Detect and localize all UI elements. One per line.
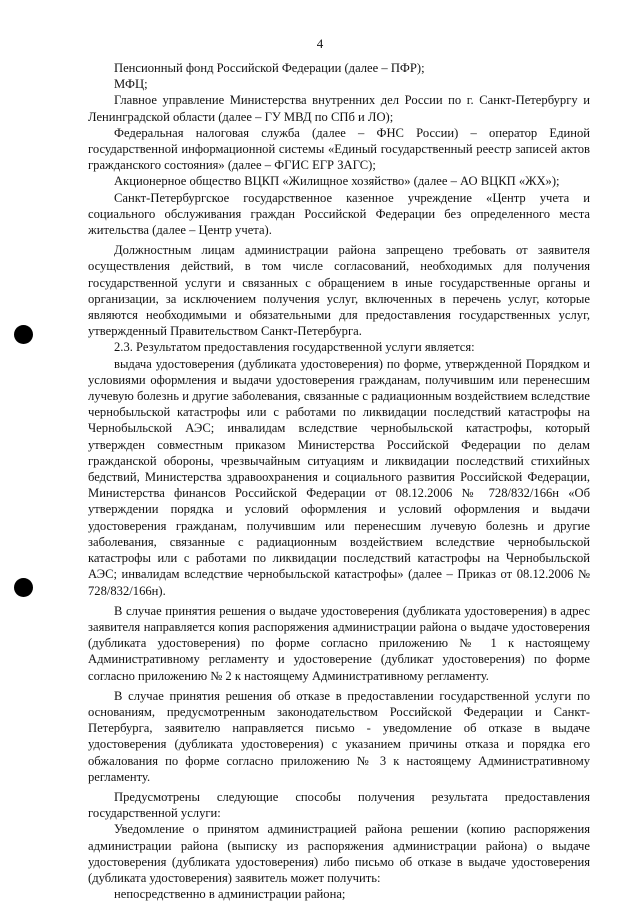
paragraph: Главное управление Министерства внутренних дел России по г. Санкт-Петербургу и Ленинградской области (далее – ГУ МВД по СПб и ЛО); <box>88 93 590 124</box>
paragraph: выдача удостоверения (дубликата удостоверения) по форме, утвержденной Порядком и условиями оформления и выдачи удостоверения гражданам, получившим или перенесшим лучевую болезнь и другие заболевания, связанные с радиационным воздействием вследствие чернобыльской катастрофы или с работами по ликвидации последствий катастрофы на Чернобыльской АЭС; инвалидам вследствие чернобыльской катастрофы, который утвержден совместным приказом Министерства Российской Федерации по делам гражданской обороны, чрезвычайным ситуациям и ликвидации последствий стихийных бедствий, Министерства здравоохранения и социального развития Российской Федерации, Министерства финансов Российской Федерации от 08.12.2006 № 728/832/166н «Об утверждении порядка и условий оформления и условий оформления и выдачи удостоверения гражданам, получившим или перенесшим лучевую болезнь и другие заболевания, связанные с радиационным воздействием вследствие чернобыльской катастрофы или с работами по ликвидации последствий катастрофы на Чернобыльской АЭС; инвалидам вследствие чернобыльской катастрофы» (далее – Приказ от 08.12.2006 № 728/832/166н). <box>88 356 590 598</box>
paragraph: непосредственно в администрации района; <box>114 887 346 902</box>
paragraph: Предусмотрены следующие способы получения результата предоставления государственной услуги: <box>88 789 590 821</box>
paragraph: Акционерное общество ВЦКП «Жилищное хозяйство» (далее – АО ВЦКП «ЖХ»); <box>114 174 560 189</box>
punch-hole <box>14 325 33 344</box>
paragraph: Санкт-Петербургское государственное казенное учреждение «Центр учета и социального обслуживания граждан Российской Федерации без определенного места жительства (далее – Центр учета). <box>88 190 590 238</box>
paragraph: В случае принятия решения об отказе в предоставлении государственной услуги по основаниям, предусмотренным законодательством Российской Федерации и Санкт-Петербурга, заявителю направляется письмо - уведомление об отказе в выдаче удостоверения (дубликата удостоверения) с указанием причины отказа и порядка его обжалования по форме согласно приложению № 3 к настоящему Административному регламенту. <box>88 688 590 784</box>
paragraph: Федеральная налоговая служба (далее – ФНС России) – оператор Единой государственной информационной системы «Единый государственный реестр записей актов гражданского состояния» (далее – ФГИС ЕГР ЗАГС); <box>88 125 590 173</box>
punch-hole <box>14 578 33 597</box>
document-body <box>88 60 590 902</box>
paragraph: В случае принятия решения о выдаче удостоверения (дубликата удостоверения) в адрес заявителя направляется копия распоряжения администрации района о выдаче удостоверения (дубликата удостоверения) по форме согласно приложению № 1 к настоящему Административному регламенту и удостоверение (дубликат удостоверения) по форме согласно приложению № 2 к настоящему Административному регламенту. <box>88 603 590 683</box>
section-heading: 2.3. Результатом предоставления государственной услуги является: <box>114 340 475 355</box>
paragraph: Должностным лицам администрации района запрещено требовать от заявителя осуществления действий, в том числе согласований, необходимых для получения государственной услуги и связанных с обращением в иные государственные органы и организации, за исключением получения услуг, включенных в перечень услуг, которые являются необходимыми и обязательными для предоставления государственных услуг, утвержденный Правительством Санкт-Петербурга. <box>88 243 590 339</box>
paragraph: Уведомление о принятом администрацией района решении (копию распоряжения администрации района (выписку из распоряжения администрации района) о выдаче удостоверения (дубликата удостоверения) либо письмо об отказе в выдаче удостоверения (дубликата удостоверения) заявитель может получить: <box>88 822 590 885</box>
paragraph: Пенсионный фонд Российской Федерации (далее – ПФР); <box>114 61 425 75</box>
paragraph: МФЦ; <box>114 77 148 92</box>
page-number: 4 <box>316 36 324 51</box>
